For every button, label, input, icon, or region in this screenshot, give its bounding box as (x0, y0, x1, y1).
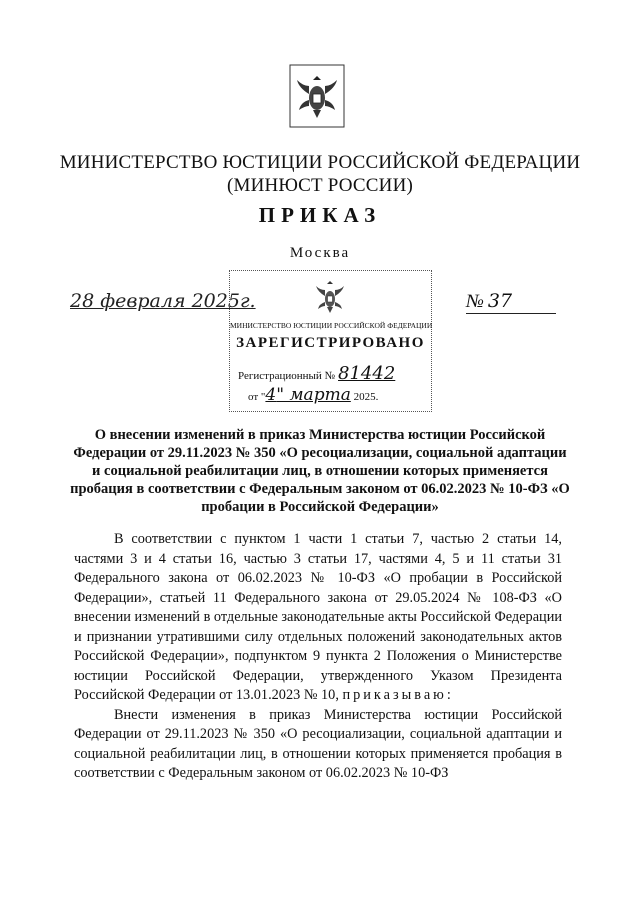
body-paragraph-2: Внести изменения в приказ Министерства юстиции Российской Федерации от 29.11.2023 № 350 «О ресоциализации, социальной адаптации и социальной реабилитации лиц, в отношении которых применяется пробация в соответствии с Федеральным законом от 06.02.2023 № 10-ФЗ (74, 706, 562, 781)
document-type: ПРИКАЗ (258, 203, 382, 227)
number-value: 37 (487, 290, 513, 312)
stamp-reg-label: Регистрационный № (238, 370, 336, 382)
stamp-registered: ЗАРЕГИСТРИРОВАНО (236, 335, 425, 351)
order-word: приказываю: (342, 687, 454, 703)
stamp-date-prefix: от " (248, 391, 266, 403)
paragraph-1-text: В соответствии с пунктом 1 части 1 статьи 7, частью 2 статьи 14, частями 3 и 4 статьи 16, частью 3 статьи 17, частями 4, 5 и 11 статьи 31 Федерального закона от 06.02.2023 № 10-ФЗ «О пробации в Российской Федерации», статьей 11 Федерального закона от 29.05.2024 № 108-ФЗ «О внесении изменений в отдельные законодательные акты Российской Федерации и признании утратившими силу отдельных положений законодательных актов Российской Федерации», подпунктом 9 пункта 2 Положения о Министерстве юстиции Российской Федерации, утвержденного Указом Президента Российской Федерации от 13.01.2023 № 10, (74, 531, 562, 703)
stamp-reg-value: 81442 (338, 363, 396, 384)
body-paragraph-1 (74, 530, 562, 706)
document-number (466, 290, 556, 314)
stamp-date-day: 4 (265, 385, 277, 405)
ministry-short-name: (МИНЮСТ РОССИИ) (226, 175, 414, 196)
stamp-ministry: МИНИСТЕРСТВО ЮСТИЦИИ РОССИЙСКОЙ ФЕДЕРАЦИИ (230, 321, 433, 330)
stamp-emblem-icon (312, 277, 348, 319)
ministry-name: МИНИСТЕРСТВО ЮСТИЦИИ РОССИЙСКОЙ ФЕДЕРАЦИИ (59, 152, 581, 173)
stamp-date-year: 2025. (353, 391, 379, 403)
city: Москва (289, 245, 351, 261)
registration-stamp (229, 270, 432, 412)
number-prefix: № (466, 291, 484, 312)
stamp-date (248, 385, 378, 405)
document-date: 28 февраля 2025г. (70, 290, 256, 312)
stamp-date-month: " марта (276, 385, 351, 405)
stamp-reg-number (238, 363, 395, 384)
document-title: О внесении изменений в приказ Министерства юстиции Российской Федерации от 29.11.2023 № 350 «О ресоциализации, социальной адаптации и социальной реабилитации лиц, в отношении которых применяется пробация в соответствии с Федеральным законом от 06.02.2023 № 10-ФЗ «О пробации в Российской Федерации» (70, 427, 570, 515)
coat-of-arms-icon (289, 64, 345, 128)
document-body (74, 530, 562, 784)
